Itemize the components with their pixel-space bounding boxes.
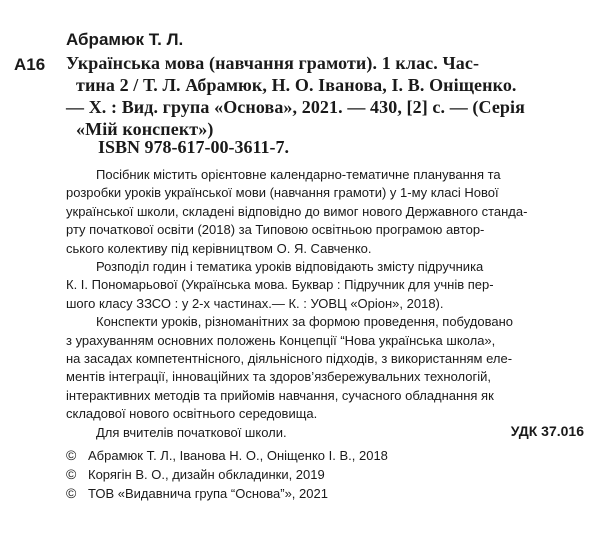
abstract-line: рту початкової освіти (2018) за Типовою освітньою програмою автор-	[66, 222, 485, 238]
title-line-1	[66, 52, 586, 74]
isbn: ISBN 978-617-00-3611-7.	[98, 137, 290, 157]
abstract-line: Розподіл годин і тематика уроків відповідають змісту підручника	[96, 259, 484, 275]
copyright-block	[66, 446, 586, 503]
abstract-line: ського колективу під керівництвом О. Я. Савченко.	[66, 240, 372, 256]
copyright-symbol: ©	[66, 466, 77, 482]
title-line-2: тина 2 / Т. Л. Абрамюк, Н. О. Іванова, І. В. Оніщенко.	[76, 75, 517, 95]
copyright-symbol: ©	[66, 485, 77, 501]
title-line-4: «Мій конспект»)	[76, 119, 214, 139]
abstract	[66, 166, 588, 442]
bibliographic-description	[66, 52, 586, 140]
abstract-line: складової нового освітнього середовища.	[66, 406, 318, 422]
abstract-line: шого класу ЗЗСО : у 2-х частинах.— К. : УОВЦ «Оріон», 2018).	[66, 295, 444, 311]
copyright-text: ТОВ «Видавнича група “Основа”», 2021	[88, 486, 328, 501]
abstract-line: К. І. Пономарьової (Українська мова. Буквар : Підручник для учнів пер-	[66, 277, 494, 293]
copyright-row	[66, 446, 586, 465]
copyright-text: Корягін В. О., дизайн обкладинки, 2019	[88, 467, 325, 482]
udk-code: УДК 37.016	[510, 423, 584, 439]
abstract-line: з урахуванням основних положень Концепції “Нова українська школа»,	[66, 332, 496, 348]
abstract-line: Конспекти уроків, різноманітних за формою проведення, побудовано	[96, 314, 514, 330]
title-line-1-text: Українська мова (навчання грамоти). 1 клас. Час-	[66, 53, 480, 73]
copyright-row	[66, 484, 586, 503]
abstract-line: інтерактивних методів та прийомів навчання, сучасного обладнання як	[66, 387, 494, 403]
abstract-line: на засадах компетентнісного, діяльнісного підходів, з використанням еле-	[66, 351, 513, 367]
abstract-line: української школи, складені відповідно до вимог нового Державного станда-	[66, 203, 528, 219]
abstract-line: Посібник містить орієнтовне календарно-тематичне планування та	[96, 167, 501, 182]
abstract-line: ментів інтеграції, інноваційних та здоров’язбережувальних технологій,	[66, 369, 491, 385]
copyright-text: Абрамюк Т. Л., Іванова Н. О., Оніщенко І. В., 2018	[88, 448, 388, 463]
abstract-line: розробки уроків української мови (навчання грамоти) у 1-му класі Нової	[66, 185, 499, 201]
abstract-line: Для вчителів початкової школи.	[96, 424, 287, 440]
copyright-row	[66, 465, 586, 484]
title-line-3: — Х. : Вид. група «Основа», 2021. — 430, [2] с. — (Серія	[66, 97, 525, 117]
copyright-symbol: ©	[66, 447, 77, 463]
catalog-code: А16	[14, 55, 46, 74]
author-heading: Абрамюк Т. Л.	[66, 30, 184, 49]
